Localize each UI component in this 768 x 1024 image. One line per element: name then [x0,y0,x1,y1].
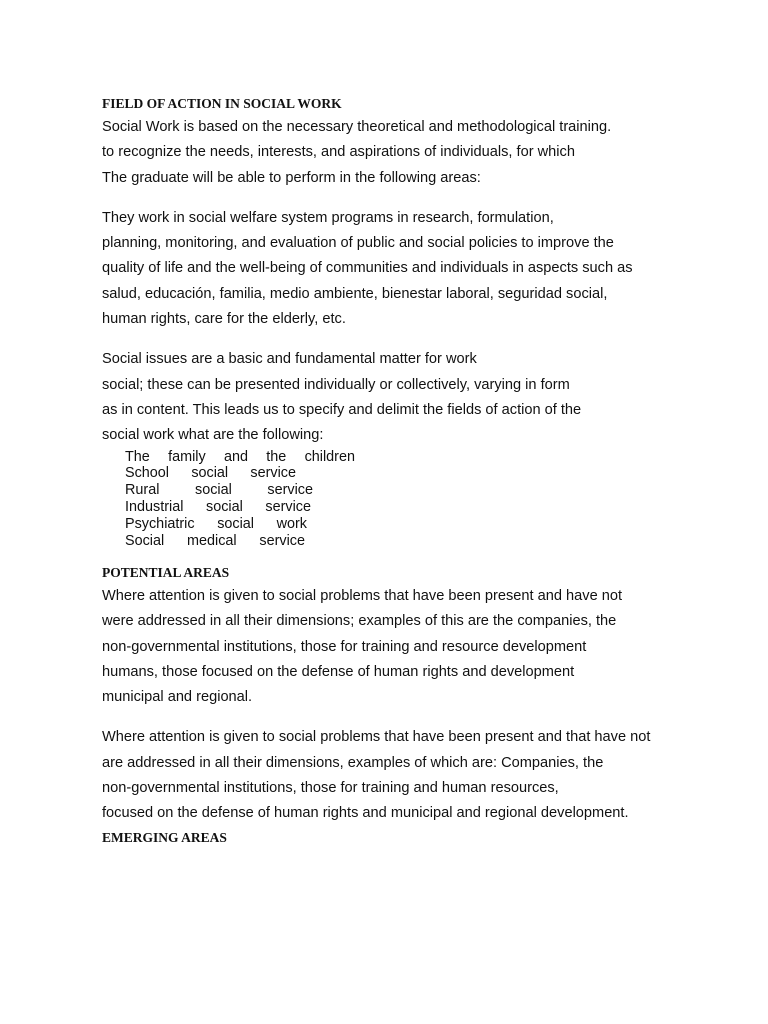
text-line: Social Work is based on the necessary theoretical and methodological training. [102,119,612,135]
section-heading-potential-areas: POTENTIAL AREAS [102,564,230,580]
paragraph-potential-2 [102,725,722,826]
list-word: social [217,516,254,533]
list-word: and [223,448,248,465]
list-word: children [304,448,355,465]
text-line: humans, those focused on the defense of human rights and development [102,663,575,680]
text-line: Social issues are a basic and fundamental matter for work [102,351,477,368]
text-line: social work what are the following: [102,427,324,444]
text-line: non-governmental institutions, those for training and human resources, [102,779,559,796]
list-word: social [206,499,243,516]
text-line: focused on the defense of human rights and municipal and regional development. [102,805,629,822]
list-word: medical [187,533,237,550]
text-line: quality of life and the well-being of communities and individuals in aspects such as [102,260,633,277]
document-content [102,93,722,849]
text-line: to recognize the needs, interests, and aspirations of individuals, for which [102,144,575,161]
paragraph-intro [102,115,722,191]
list-item [125,465,296,482]
list-item [125,516,307,533]
list-word: Psychiatric [125,516,195,533]
section-heading-field-of-action: FIELD OF ACTION IN SOCIAL WORK [102,96,342,111]
list-word: Social [125,533,165,550]
list-word: the [266,448,287,465]
paragraph-social-issues [102,347,722,448]
text-line: planning, monitoring, and evaluation of public and social policies to improve the [102,235,614,252]
list-word: family [168,448,206,465]
text-line: social; these can be presented individually or collectively, varying in form [102,376,570,393]
text-line: They work in social welfare system programs in research, formulation, [102,209,554,226]
list-word: social [195,482,232,499]
list-word: service [265,499,311,516]
list-item [125,449,355,466]
text-line: Where attention is given to social problems that have been present and have not [102,587,623,604]
text-line: were addressed in all their dimensions; examples of this are the companies, the [102,613,617,630]
text-line: salud, educación, familia, medio ambiente, bienestar laboral, seguridad social, [102,285,608,302]
list-item [125,499,311,516]
list-word: service [267,482,313,499]
text-line: as in content. This leads us to specify and delimit the fields of action of the [102,401,582,418]
list-item [125,533,305,550]
text-line: human rights, care for the elderly, etc. [102,311,346,328]
list-word: Rural [125,482,160,499]
text-line: non-governmental institutions, those for training and resource development [102,638,587,655]
list-word: Industrial [125,499,184,516]
list-word: School [125,465,170,482]
text-line: Where attention is given to social problems that have been present and that have not [102,729,651,746]
text-line: The graduate will be able to perform in the following areas: [102,169,481,186]
list-word: service [250,465,296,482]
list-word: service [259,533,305,550]
list-word: social [191,465,229,482]
fields-of-action-list [102,449,722,550]
text-line: municipal and regional. [102,689,253,706]
list-word: The [125,448,150,465]
list-item [125,482,313,499]
paragraph-welfare-programs [102,206,722,332]
text-line: are addressed in all their dimensions, examples of which are: Companies, the [102,754,604,771]
section-heading-emerging-areas: EMERGING AREAS [102,829,227,845]
list-word: work [276,516,307,533]
paragraph-potential-1 [102,584,722,710]
